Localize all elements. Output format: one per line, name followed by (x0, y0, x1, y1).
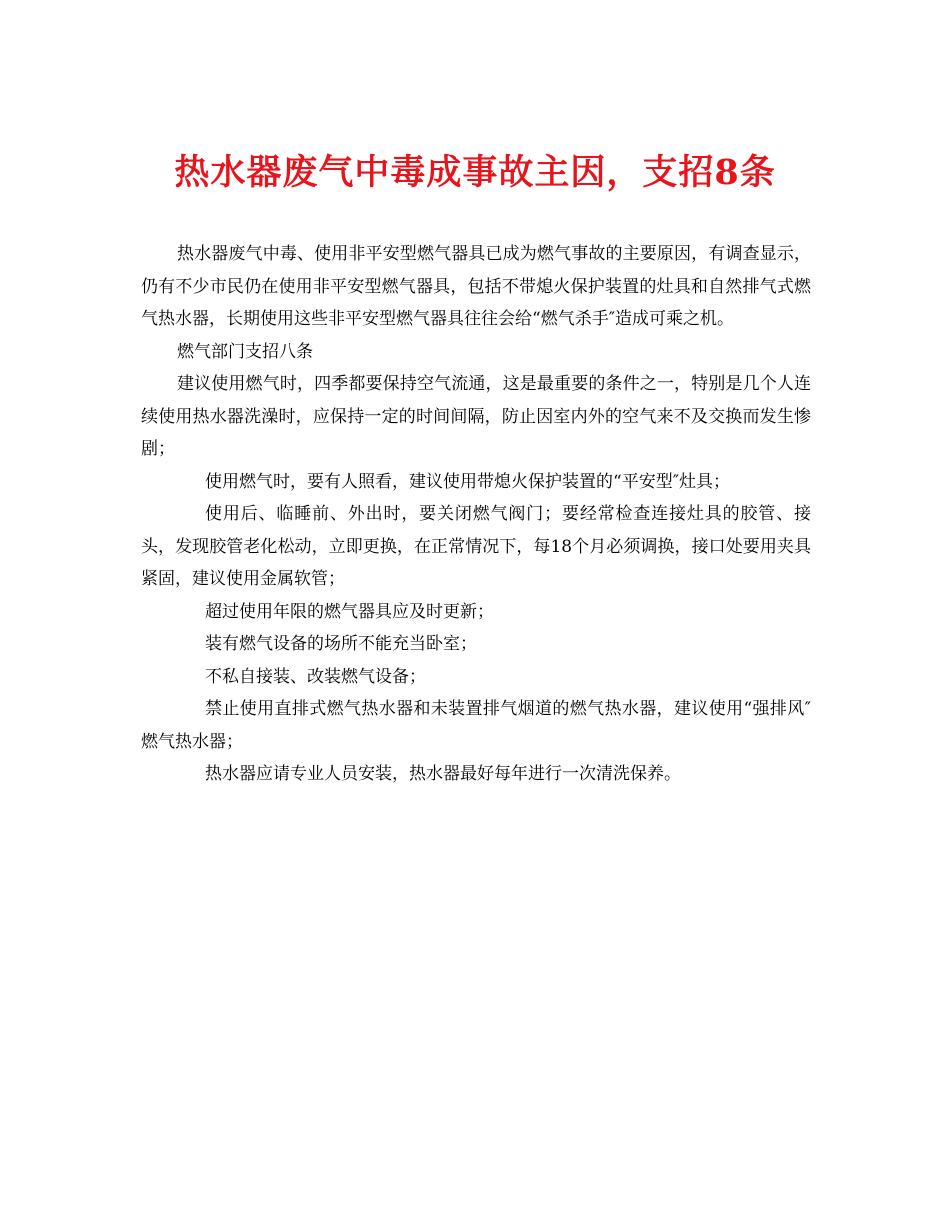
tip-paragraph-1: 建议使用燃气时，四季都要保持空气流通，这是最重要的条件之一，特别是几个人连续使用热水器洗澡时，应保持一定的时间间隔，防止因室内外的空气来不及交换而发生惨剧； (141, 374, 811, 459)
document-body (141, 238, 811, 791)
tip-paragraph-6: 不私自接装、改装燃气设备； (205, 666, 426, 687)
tip-paragraph-7: 禁止使用直排式燃气热水器和未装置排气烟道的燃气热水器，建议使用“强排风″燃气热水器； (141, 699, 811, 752)
intro-paragraph: 热水器废气中毒、使用非平安型燃气器具已成为燃气事故的主要原因，有调查显示，仍有不少市民仍在使用非平安型燃气器具，包括不带熄火保护装置的灶具和自然排气式燃气热水器，长期使用这些非平安型燃气器具往往会给“燃气杀手″造成可乘之机。 (141, 244, 811, 329)
tip-paragraph-3: 使用后、临睡前、外出时，要关闭燃气阀门；要经常检查连接灶具的胶管、接头，发现胶管老化松动，立即更换，在正常情况下，每18个月必须调换，接口处要用夹具紧固，建议使用金属软管； (141, 504, 811, 589)
tips-heading: 燃气部门支招八条 (177, 341, 313, 362)
tip-paragraph-8: 热水器应请专业人员安装，热水器最好每年进行一次清洗保养。 (205, 764, 681, 784)
document-title: 热水器废气中毒成事故主因，支招8条 (174, 152, 776, 194)
tip-paragraph-5: 装有燃气设备的场所不能充当卧室； (205, 634, 477, 654)
tip-paragraph-4: 超过使用年限的燃气器具应及时更新； (205, 601, 494, 622)
tip-paragraph-2: 使用燃气时，要有人照看，建议使用带熄火保护装置的“平安型″灶具； (205, 471, 731, 492)
